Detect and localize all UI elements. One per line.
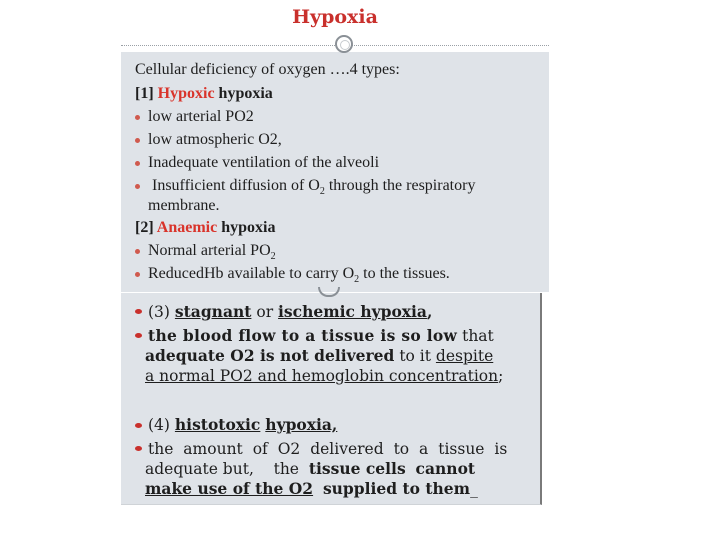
- type3-desc-line1: [148, 326, 494, 346]
- type3-ischemic: ischemic hypoxia: [278, 302, 427, 321]
- normal-pre: Normal arterial PO: [148, 242, 271, 259]
- reduced-pre: ReducedHb available to carry O: [148, 265, 355, 282]
- diffusion-pre: Insufficient diffusion of O: [148, 177, 320, 194]
- slide: [121, 0, 549, 505]
- bullet-icon: [135, 423, 142, 428]
- type3-desc2-bold: adequate O2 is not delivered: [145, 346, 395, 365]
- type3-desc3-end: ;: [498, 367, 504, 385]
- bullet-icon: [135, 249, 140, 254]
- type4-desc-line2: [145, 459, 475, 479]
- type3-desc-rest: that: [457, 327, 494, 345]
- diffusion-sub: 2: [319, 186, 325, 198]
- type4-heading: [148, 415, 337, 435]
- panel-types-1-2: [121, 52, 549, 292]
- type4-desc2-b: the: [273, 460, 299, 478]
- intro-text: Cellular deficiency of oxygen ….4 types:: [135, 61, 400, 78]
- bullet-icon: [135, 138, 140, 143]
- type1-rest: hypoxia: [218, 85, 273, 102]
- reduced-post: to the tissues.: [359, 265, 450, 282]
- bullet-icon: [135, 446, 142, 451]
- type3-desc3-underlined: a normal PO2 and hemoglobin concentration: [145, 367, 499, 385]
- type4-desc3-a: make use of the O2: [145, 479, 314, 498]
- type4-histotoxic: histotoxic: [174, 415, 261, 434]
- bullet-icon: [135, 161, 140, 166]
- bullet-icon: [135, 309, 142, 314]
- ring-inner-icon: [340, 40, 350, 50]
- type2-heading: [135, 218, 275, 238]
- bullet-icon: [135, 184, 140, 189]
- list-item: low atmospheric O2,: [148, 131, 282, 148]
- type3-heading: [148, 302, 432, 322]
- list-item-reduced: [148, 264, 450, 290]
- diffusion-cont: membrane.: [148, 197, 220, 214]
- type2-num: [2]: [135, 219, 154, 236]
- reduced-sub: 2: [354, 274, 360, 286]
- type3-stagnant: stagnant: [174, 302, 252, 321]
- type3-or: or: [256, 303, 274, 321]
- bullet-icon: [135, 333, 142, 338]
- type4-num: (4): [148, 416, 170, 434]
- type1-num: [1]: [135, 85, 154, 102]
- type4-desc-line1: the amount of O2 delivered to a tissue is: [148, 440, 508, 458]
- slide-title: Hypoxia: [292, 6, 378, 28]
- type4-desc3-b: supplied to them: [322, 479, 471, 498]
- bullet-icon: [135, 272, 140, 277]
- type4-desc2-d: cannot: [415, 459, 476, 478]
- type3-comma: ,: [426, 302, 433, 321]
- type3-desc-line3: [145, 366, 503, 386]
- type2-word: Anaemic: [156, 219, 218, 236]
- diffusion-post: through the respiratory: [324, 177, 476, 194]
- type3-desc-bold: the blood flow to a tissue is so low: [148, 326, 458, 345]
- type4-desc2-c: tissue cells: [308, 459, 406, 478]
- type1-word: Hypoxic: [157, 85, 215, 102]
- ring-icon: [335, 35, 353, 53]
- type4-hypoxia: hypoxia,: [265, 415, 338, 434]
- type4-desc-line3: [145, 479, 478, 499]
- type2-rest: hypoxia: [221, 219, 276, 236]
- type4-desc2-a: adequate but,: [145, 460, 254, 478]
- type4-desc3-end: _: [470, 480, 478, 498]
- list-item: low arterial PO2: [148, 108, 254, 125]
- type3-desc2-mid: to it: [394, 347, 436, 365]
- type1-heading: [135, 84, 273, 104]
- type3-desc-line2: [145, 346, 493, 366]
- panel-types-3-4: [121, 293, 542, 505]
- list-item: Inadequate ventilation of the alveoli: [148, 154, 380, 171]
- normal-sub: 2: [270, 251, 276, 263]
- type3-num: (3): [148, 303, 170, 321]
- type3-desc2-despite: despite: [435, 347, 494, 365]
- bullet-icon: [135, 115, 140, 120]
